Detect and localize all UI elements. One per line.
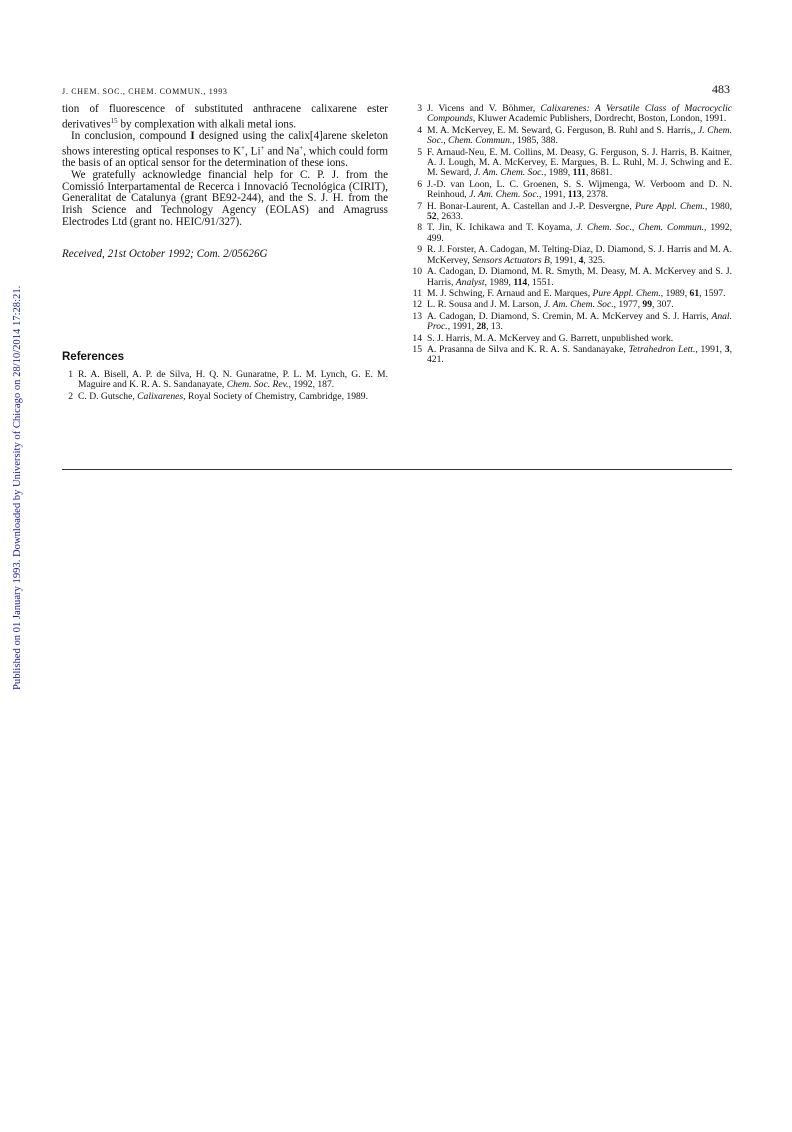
- reference-number: 13: [412, 310, 422, 322]
- body-paragraph-1: tion of fluorescence of substituted anthracene calixarene ester derivatives$^{15}$ by complexation with alkali metal ions.: [62, 103, 388, 131]
- reference-text: A. Cadogan, D. Diamond, S. Cremin, M. A. McKervey and S. J. Harris, Anal. Proc., 1991, 28, 13.: [427, 310, 732, 333]
- reference-text: S. J. Harris, M. A. McKervey and G. Barrett, unpublished work.: [427, 332, 674, 344]
- reference-item: [411, 345, 732, 366]
- reference-text: R. J. Forster, A. Cadogan, M. Telting-Diaz, D. Diamond, S. J. Harris and M. A. McKervey, Sensors Actuators B, 1991, 4, 325.: [427, 244, 732, 266]
- reference-item: [411, 104, 732, 125]
- reference-number: 9: [417, 244, 422, 256]
- reference-item: [411, 223, 732, 244]
- reference-item: [411, 312, 732, 333]
- reference-item: [411, 300, 732, 310]
- reference-text: T. Jin, K. Ichikawa and T. Koyama, J. Chem. Soc., Chem. Commun., 1992, 499.: [427, 222, 732, 244]
- references-heading: References: [62, 351, 125, 363]
- reference-number: 4: [417, 124, 422, 136]
- reference-item: [411, 245, 732, 266]
- page-number: 483: [712, 82, 730, 96]
- reference-text: A. Cadogan, D. Diamond, M. R. Smyth, M. Deasy, M. A. McKervey and S. J. Harris, Analyst, 1989, 114, 1551.: [427, 266, 732, 288]
- reference-item: [411, 334, 732, 344]
- download-watermark: [4, 0, 23, 1132]
- reference-text: F. Arnaud-Neu, E. M. Collins, M. Deasy, G. Ferguson, S. J. Harris, B. Kaitner, A. J. Lough, M. A. McKervey, E. Margues, B. L. Ruhl, M. J. Schwing and E. M. Seward, J. Am. Chem. Soc., 1989, 111, 8681.: [427, 146, 732, 179]
- body-paragraph-3: We gratefully acknowledge financial help for C. P. J. from the Comissió Interpartamental de Recerca i Innovació Tecnológica (CIRIT), Generalitat de Catalunya (grant BE92-244), and the S. J. H. from the Irish Science and Technology Agency (EOLAS) and Amagruss Electrodes Ltd (grant no. HEIC/91/327).: [62, 168, 388, 228]
- running-head: J. CHEM. SOC., CHEM. COMMUN., 1993: [62, 87, 228, 96]
- left-column: [62, 104, 388, 260]
- reference-number: 14: [412, 332, 422, 344]
- reference-item: [411, 180, 732, 201]
- reference-text: A. Prasanna de Silva and K. R. A. S. Sandanayake, Tetrahedron Lett., 1991, 3, 421.: [427, 343, 733, 366]
- reference-number: 10: [412, 266, 422, 278]
- reference-text: R. A. Bisell, A. P. de Silva, H. Q. N. Gunaratne, P. L. M. Lynch, G. E. M. Maguire and K. R. A. S. Sandanayate, Chem. Soc. Rev., 1992, 187.: [78, 369, 388, 391]
- reference-number: 3: [417, 103, 422, 114]
- reference-text: J. Vicens and V. Böhmer, Calixarenes: A Versatile Class of Macrocyclic Compounds, Kluwer Academic Publishers, Dordrecht, Boston, London, 1991.: [427, 103, 732, 125]
- reference-number: 2: [68, 390, 73, 402]
- download-watermark-text: Published on 01 January 1993. Downloaded by University of Chicago on 28/10/2014 17:28:21.: [12, 285, 23, 690]
- reference-number: 5: [417, 146, 422, 158]
- reference-item: [62, 370, 388, 391]
- reference-text: H. Bonar-Laurent, A. Castellan and J.-P. Desvergne, Pure Appl. Chem., 1980, 52, 2633.: [427, 200, 733, 223]
- reference-number: 6: [417, 178, 422, 190]
- body-paragraph-2: In conclusion, compound I designed using the calix[4]arene skeleton shows interesting optical responses to K+, Li+ and Na+, which could form the basis of an optical sensor for the determination of these ions.: [62, 130, 389, 170]
- received-line: Received, 21st October 1992; Com. 2/05626G: [62, 248, 268, 261]
- reference-number: 1: [68, 369, 73, 380]
- reference-item: [62, 392, 388, 402]
- reference-number: 15: [412, 343, 422, 355]
- references-list-right: [411, 104, 732, 367]
- references-list-left: [62, 370, 388, 403]
- reference-text: M. A. McKervey, E. M. Seward, G. Ferguson, B. Ruhl and S. Harris,, J. Chem. Soc., Chem. Commun., 1985, 388.: [427, 124, 732, 147]
- reference-number: 11: [412, 287, 422, 299]
- reference-text: M. J. Schwing, F. Arnaud and E. Marques, Pure Appl. Chem., 1989, 61, 1597.: [427, 287, 726, 299]
- reference-number: 12: [412, 299, 422, 311]
- reference-item: [411, 267, 732, 288]
- reference-number: 8: [417, 222, 422, 234]
- reference-item: [411, 202, 732, 223]
- reference-item: [411, 289, 732, 299]
- reference-item: [411, 126, 732, 147]
- footer-rule: [62, 469, 732, 470]
- reference-text: C. D. Gutsche, Calixarenes, Royal Society of Chemistry, Cambridge, 1989.: [78, 390, 368, 402]
- reference-text: J.-D. van Loon, L. C. Groenen, S. S. Wijmenga, W. Verboom and D. N. Reinhoud, J. Am. Chem. Soc., 1991, 113, 2378.: [427, 178, 732, 201]
- reference-text: L. R. Sousa and J. M. Larson, J. Am. Chem. Soc., 1977, 99, 307.: [427, 299, 674, 311]
- reference-number: 7: [417, 200, 422, 212]
- reference-item: [411, 148, 732, 179]
